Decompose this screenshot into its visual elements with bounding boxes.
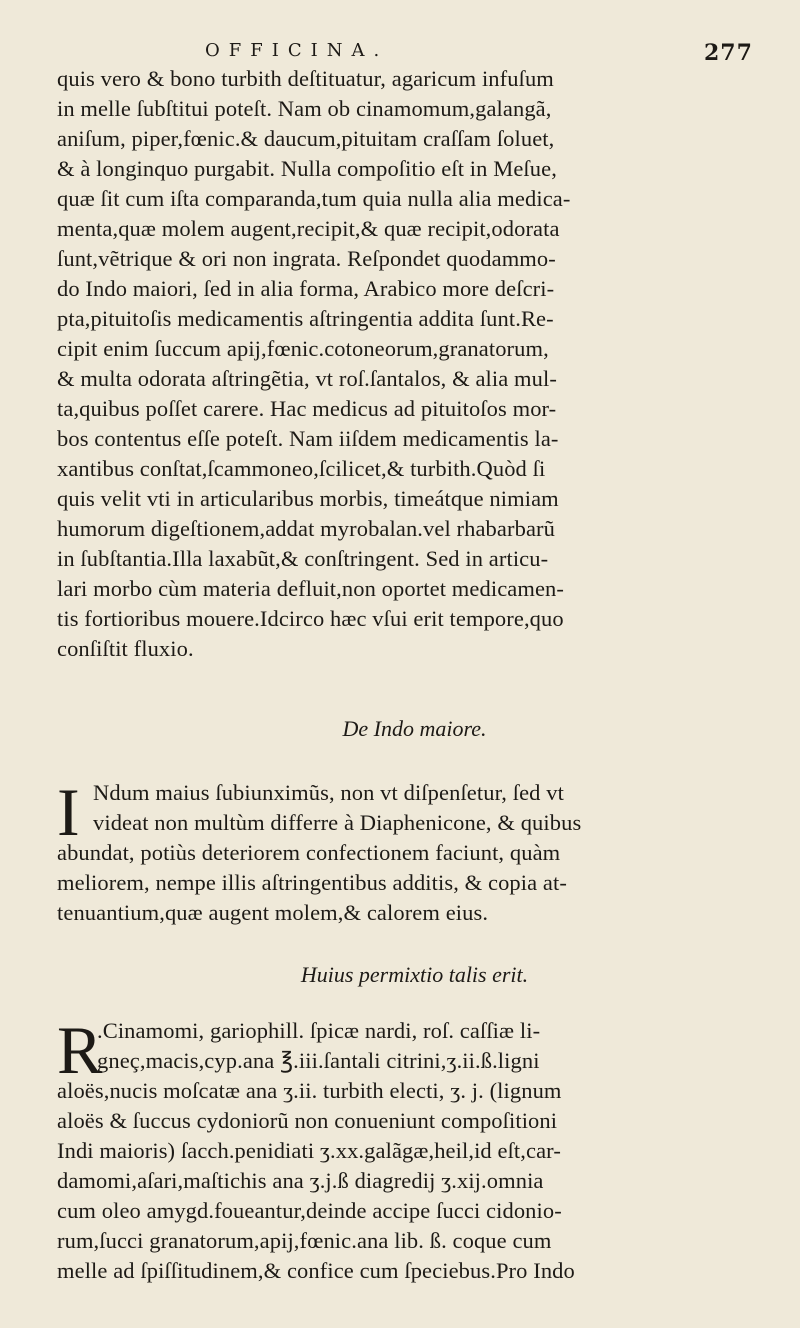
text-line: quis vero & bono turbith deſtituatur, agaricum infuſum [57, 66, 554, 91]
text-line: gneç,macis,cyp.ana ℥.iii.ſantali citrini,ʒ.ii.ß.ligni [97, 1048, 540, 1073]
text-line: rum,ſucci granatorum,apij,fœnic.ana lib. ß. coque cum [57, 1228, 552, 1253]
text-line: meliorem, nempe illis aſtringentibus additis, & copia at- [57, 870, 567, 895]
text-line: & multa odorata aſtringẽtia, vt roſ.ſantalos, & alia mul- [57, 366, 557, 391]
text-line: quis velit vti in articularibus morbis, timeátque nimiam [57, 486, 559, 511]
page-number: 277 [704, 40, 753, 66]
text-line: in melle ſubſtitui poteſt. Nam ob cinamomum,galangã, [57, 96, 552, 121]
text-line: & à longinquo purgabit. Nulla compoſitio eſt in Meſue, [57, 156, 557, 181]
running-title: OFFICINA. [205, 40, 389, 61]
text-line: cum oleo amygd.foueantur,deinde accipe ſucci cidonio- [57, 1198, 562, 1223]
text-line: ta,quibus poſſet carere. Hac medicus ad pituitoſos mor- [57, 396, 557, 421]
text-line: tis fortioribus mouere.Idcirco hæc vſui erit tempore,quo [57, 606, 564, 631]
text-line: humorum digeſtionem,addat myrobalan.vel rhabarbarũ [57, 516, 555, 541]
section-heading: De Indo maiore. [342, 716, 487, 741]
section-heading: Huius permixtio talis erit. [300, 962, 529, 987]
drop-cap: I [57, 774, 80, 850]
text-line: Ndum maius ſubiunximũs, non vt diſpenſetur, ſed vt [93, 780, 564, 805]
text-line: melle ad ſpiſſitudinem,& confice cum ſpeciebus.Pro Indo [57, 1258, 575, 1283]
text-line: aloës,nucis moſcatæ ana ʒ.ii. turbith electi, ʒ. j. (lignum [57, 1078, 562, 1103]
text-line: Indi maioris) ſacch.penidiati ʒ.xx.galãgæ,heil,id eſt,car- [57, 1138, 561, 1163]
text-line: bos contentus eſſe poteſt. Nam iiſdem medicamentis la- [57, 426, 559, 451]
paragraph-1 [57, 64, 772, 664]
text-line: menta,quæ molem augent,recipit,& quæ recipit,odorata [57, 216, 560, 241]
text-line: do Indo maiori, ſed in alia forma, Arabico more deſcri- [57, 276, 555, 301]
text-line: pta,pituitoſis medicamentis aſtringentia addita ſunt.Re- [57, 306, 554, 331]
text-line: aniſum, piper,fœnic.& daucum,pituitam craſſam ſoluet, [57, 126, 555, 151]
text-line: videat non multùm differre à Diaphenicone, & quibus [93, 810, 582, 835]
paragraph-2 [57, 774, 772, 928]
text-line: xantibus conſtat,ſcammoneo,ſcilicet,& turbith.Quòd ſi [57, 456, 546, 481]
text-line: damomi,aſari,maſtichis ana ʒ.j.ß diagredij ʒ.xij.omnia [57, 1168, 544, 1193]
text-line: ſunt,vẽtrique & ori non ingrata. Reſpondet quodammo- [57, 246, 556, 271]
text-line: conſiſtit fluxio. [57, 636, 194, 661]
text-line: abundat, potiùs deteriorem confectionem faciunt, quàm [57, 840, 561, 865]
text-line: in ſubſtantia.Illa laxabũt,& conſtringent. Sed in articu- [57, 546, 549, 571]
text-line: aloës & ſuccus cydoniorũ non conueniunt compoſitioni [57, 1108, 558, 1133]
text-line: .Cinamomi, gariophill. ſpicæ nardi, roſ. caſſiæ li- [97, 1018, 541, 1043]
text-line: quæ ſit cum iſta comparanda,tum quia nulla alia medica- [57, 186, 571, 211]
paragraph-3 [57, 1012, 772, 1286]
text-line: lari morbo cùm materia defluit,non oportet medicamen- [57, 576, 565, 601]
text-line: cipit enim ſuccum apij,fœnic.cotoneorum,granatorum, [57, 336, 549, 361]
drop-cap: R [57, 1012, 103, 1088]
body-text [57, 64, 772, 1286]
text-line: tenuantium,quæ augent molem,& calorem eius. [57, 900, 489, 925]
